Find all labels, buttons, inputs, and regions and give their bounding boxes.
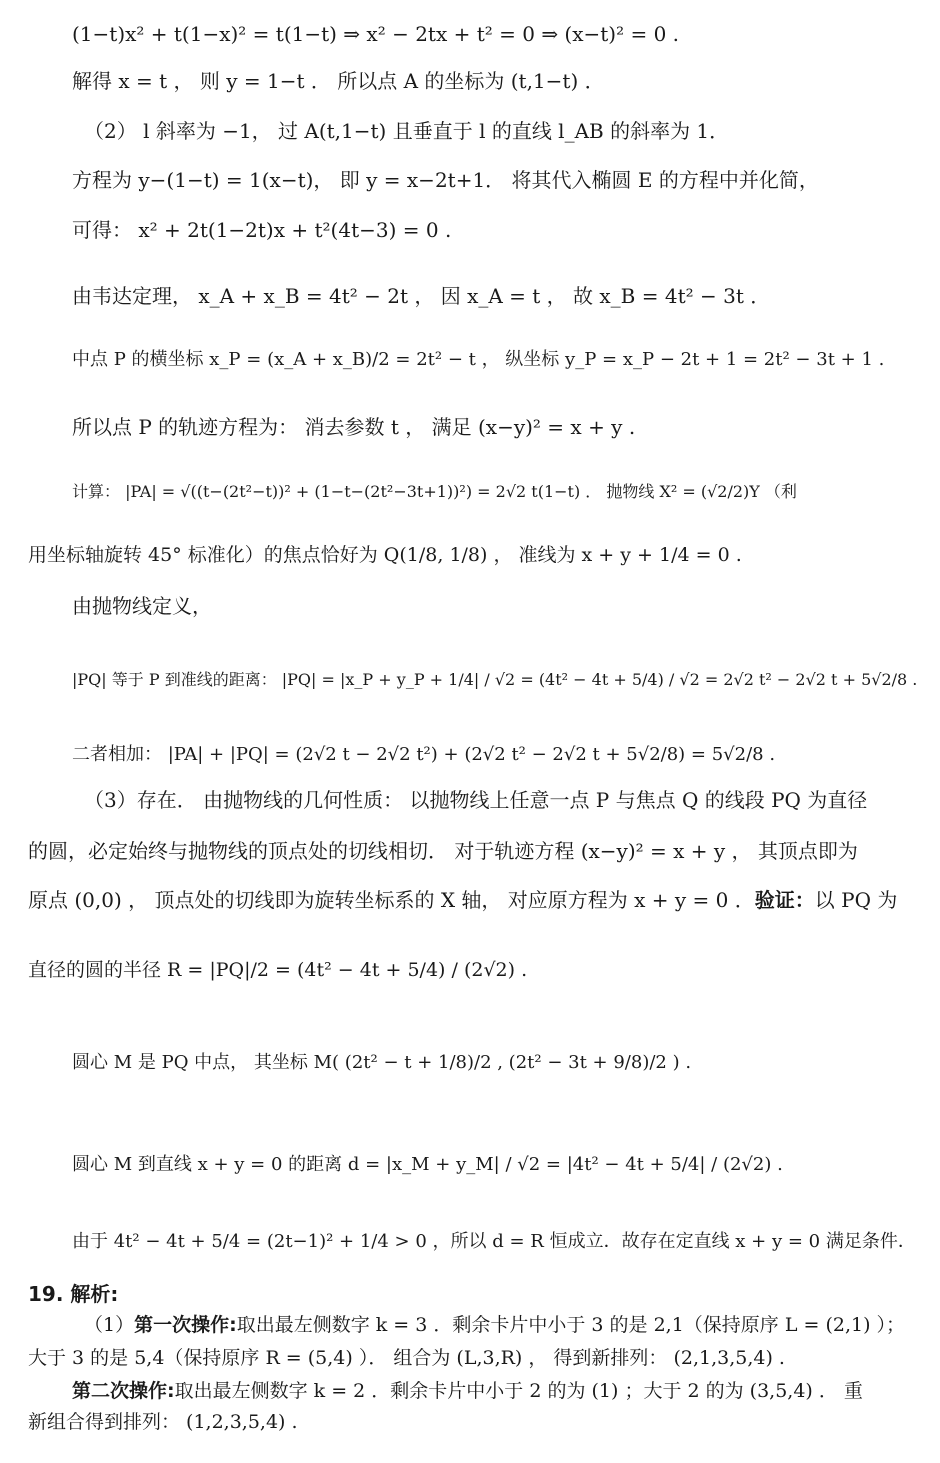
equation-line: 圆心 M 到直线 x + y = 0 的距离 d = |x_M + y_M| / √2 = |4t² − 4t + 5/4| / (2√2) . bbox=[72, 1154, 783, 1175]
section-heading bbox=[28, 1280, 932, 1308]
text-line: 由抛物线定义， bbox=[72, 594, 212, 618]
equation-line: 二者相加： |PA| + |PQ| = (2√2 t − 2√2 t²) + (2√2 t² − 2√2 t + 5√2/8) = 5√2/8 . bbox=[72, 744, 776, 765]
text-line: 解得 x = t ， 则 y = 1−t ． 所以点 A 的坐标为 (t,1−t) ． bbox=[72, 69, 605, 93]
text-line: (1−t)x² + t(1−x)² = t(1−t) ⇒ x² − 2tx + t² = 0 ⇒ (x−t)² = 0 . bbox=[72, 22, 680, 46]
text-span: 以 PQ 为 bbox=[814, 888, 898, 912]
text-line: 由韦达定理， x_A + x_B = 4t² − 2t ， 因 x_A = t ， 故 x_B = 4t² − 3t ． bbox=[72, 284, 771, 308]
text-line: （2） l 斜率为 −1， 过 A(t,1−t) 且垂直于 l 的直线 l_AB 的斜率为 1． bbox=[84, 119, 730, 143]
text-line: 的圆，必定始终与抛物线的顶点处的切线相切． 对于轨迹方程 (x−y)² = x + y ， 其顶点即为 bbox=[28, 839, 858, 863]
verify-label: 验证： bbox=[754, 888, 815, 912]
text-line: 大于 3 的是 5,4（保持原序 R = (5,4) ）． 组合为 (L,3,R) ， 得到新排列： (2,1,3,5,4) . bbox=[28, 1347, 785, 1369]
text-line: 新组合得到排列： (1,2,3,5,4) . bbox=[28, 1411, 298, 1433]
text-line bbox=[84, 1311, 932, 1339]
text-line bbox=[28, 886, 932, 914]
equation-line: |PQ| 等于 P 到准线的距离： |PQ| = |x_P + y_P + 1/4| / √2 = (4t² − 4t + 5/4) / √2 = 2√2 t² − 2√2 t + 5√2/8 . bbox=[72, 670, 918, 689]
text-span: 取出最左侧数字 k = 3 ．剩余卡片中小于 3 的是 2,1（保持原序 L = (2,1) ）； bbox=[236, 1314, 906, 1336]
second-operation-label: 第二次操作: bbox=[72, 1380, 175, 1402]
text-span: （1） bbox=[84, 1314, 135, 1336]
text-line bbox=[72, 1377, 932, 1405]
text-line: 用坐标轴旋转 45° 标准化）的焦点恰好为 Q(1/8, 1/8) ， 准线为 x + y + 1/4 = 0 . bbox=[28, 544, 742, 566]
text-span: 原点 (0,0) ， 顶点处的切线即为旋转坐标系的 X 轴， 对应原方程为 x + y = 0 ． bbox=[28, 888, 755, 912]
text-line: （3）存在． 由抛物线的几何性质： 以抛物线上任意一点 P 与焦点 Q 的线段 PQ 为直径 bbox=[84, 788, 868, 812]
equation-line: 计算： |PA| = √((t−(2t²−t))² + (1−t−(2t²−3t+1))²) = 2√2 t(1−t) ． 抛物线 X² = (√2/2)Y （利 bbox=[72, 482, 797, 501]
equation-line: 中点 P 的横坐标 x_P = (x_A + x_B)/2 = 2t² − t ， 纵坐标 y_P = x_P − 2t + 1 = 2t² − 3t + 1 . bbox=[72, 349, 885, 370]
text-line: 所以点 P 的轨迹方程为： 消去参数 t ， 满足 (x−y)² = x + y . bbox=[72, 415, 636, 439]
text-line: 方程为 y−(1−t) = 1(x−t)， 即 y = x−2t+1． 将其代入椭圆 E 的方程中并化简， bbox=[72, 168, 819, 192]
first-operation-label: 第一次操作: bbox=[134, 1314, 237, 1336]
equation-line: 直径的圆的半径 R = |PQ|/2 = (4t² − 4t + 5/4) / (2√2) . bbox=[28, 959, 528, 981]
text-span: 取出最左侧数字 k = 2 ．剩余卡片中小于 2 的为 (1) ；大于 2 的为 (3,5,4) ． 重 bbox=[174, 1380, 863, 1402]
equation-line: 圆心 M 是 PQ 中点， 其坐标 M( (2t² − t + 1/8)/2 , (2t² − 3t + 9/8)/2 ) . bbox=[72, 1052, 692, 1073]
problem-19-heading: 19. 解析: bbox=[28, 1282, 119, 1306]
text-line: 可得： x² + 2t(1−2t)x + t²(4t−3) = 0 . bbox=[72, 218, 452, 242]
equation-line: 由于 4t² − 4t + 5/4 = (2t−1)² + 1/4 > 0 ，所以 d = R 恒成立．故存在定直线 x + y = 0 满足条件． bbox=[72, 1231, 916, 1252]
